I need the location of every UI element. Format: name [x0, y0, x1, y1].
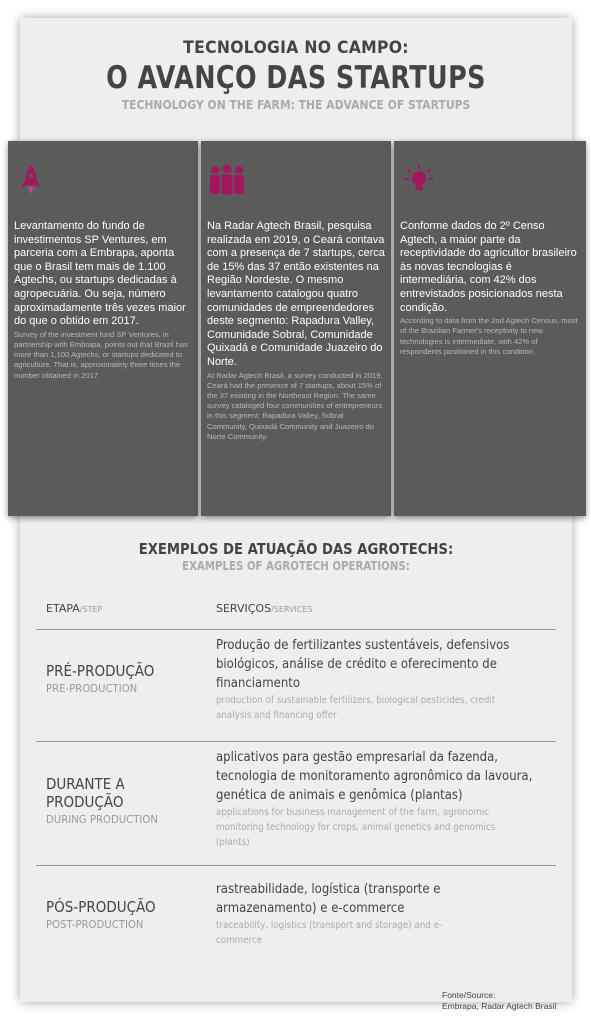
stage-2-en: DURING PRODUCTION: [46, 813, 158, 826]
examples-title: EXEMPLOS DE ATUAÇÃO DAS AGROTECHS:: [138, 540, 454, 558]
stage-1-pt: PRÉ-PRODUÇÃO: [46, 662, 155, 680]
card-3-text: [400, 220, 578, 357]
column-services-label: SERVIÇOS: [216, 602, 272, 615]
table-divider: [36, 741, 556, 742]
source-note: [442, 990, 556, 1012]
rocket-icon: [16, 163, 56, 197]
stage-3-en: POST-PRODUCTION: [46, 918, 144, 931]
services-3-pt: rastreabilidade, logística (transporte e armazenamento) e e-commerce: [216, 882, 441, 916]
card-2-en: At Radar Agtech Brasil, a survey conducted in 2019, Ceará had the presence of 7 startups, about 15% of the 37 existing in the Northeast Region. The same survey cataloged four communities of entrepreneurs in this segment: Rapadura Valley, Sobral Community, Quixadá Community and Juazeiro do Norte Community.: [207, 370, 383, 441]
column-header-services: [216, 602, 313, 615]
table-divider: [36, 865, 556, 866]
stage-1-en: PRE-PRODUCTION: [46, 682, 138, 695]
services-3-en: traceability, logistics (transport and storage) and e-commerce: [216, 920, 443, 946]
card-2-pt: Na Radar Agtech Brasil, pesquisa realizada em 2019, o Ceará contava com a presença de 7 startups, cerca de 15% das 37 então existentes na Região Nordeste. O mesmo levantamento catalogou quatro comunidades de empreendedores deste segmento: Rapadura Valley, Comunidade Sobral, Comunidade Quixadá e Comunidade Juazeiro do Norte.: [207, 220, 385, 368]
services-1-pt: Produção de fertilizantes sustentáveis, defensivos biológicos, análise de crédito e oferecimento de financiamento: [216, 638, 510, 691]
card-1-text: [14, 220, 192, 381]
services-2-en: applications for business management of the farm, agronomic monitoring technology for crops, animal genetics and genomics (plants): [216, 807, 496, 848]
examples-subtitle: EXAMPLES OF AGROTECH OPERATIONS:: [182, 559, 410, 573]
table-row-services-1: [216, 636, 546, 723]
column-stage-label: ETAPA: [46, 602, 80, 615]
stage-2-pt: DURANTE A PRODUÇÃO: [46, 775, 125, 811]
stat-card-2: [201, 141, 391, 516]
services-1-en: production of sustainable fertilizers, biological pesticides, credit analysis and financing offer: [216, 695, 496, 721]
column-stage-en: /STEP: [79, 605, 103, 614]
column-services-en: /SERVICES: [271, 605, 313, 614]
title-line-2: O AVANÇO DAS STARTUPS: [106, 60, 486, 96]
title-subtitle: TECHNOLOGY ON THE FARM: THE ADVANCE OF STARTUPS: [121, 98, 471, 112]
table-row-stage-3: [46, 898, 206, 931]
card-3-pt: Conforme dados do 2º Censo Agtech, a maior parte da receptividade do agricultor brasileiro às novas tecnologias é intermediária, com 42% dos entrevistados posicionados nesta condição.: [400, 220, 577, 314]
lightbulb-icon: [402, 163, 442, 197]
title-line-1: TECNOLOGIA NO CAMPO:: [183, 38, 409, 58]
stage-3-pt: PÓS-PRODUÇÃO: [46, 898, 156, 916]
people-group-icon: [207, 163, 247, 197]
stat-card-3: [394, 141, 586, 516]
examples-heading: [20, 540, 572, 573]
table-divider: [36, 629, 556, 630]
card-2-text: [207, 220, 385, 442]
table-row-stage-2: [46, 775, 176, 826]
card-1-en: Survey of the investment fund SP Ventures, in partnership with Embrapa, points out that Brazil has more than 1,100 Agtechs, or startups dedicated to agriculture. That is, approximately three times the number obtained in 2017.: [14, 329, 188, 380]
table-row-stage-1: [46, 662, 206, 695]
table-row-services-3: [216, 880, 546, 948]
table-row-services-2: [216, 748, 546, 850]
source-label: Fonte/Source:: [442, 990, 496, 1000]
card-3-en: According to data from the 2nd Agtech Census, most of the Brazilian Farmer's receptivity to new technologies is intermediate, with 42% of respondents positioned in this condition.: [400, 316, 578, 356]
source-value: Embrapa, Radar Agtech Brasil: [442, 1001, 557, 1011]
stat-cards: [8, 141, 586, 516]
card-1-pt: Levantamento do fundo de investimentos SP Ventures, em parceria com a Embrapa, aponta que o Brasil tem mais de 1.100 Agtechs, ou startups dedicadas à agropecuária. Ou seja, número aproximadamente três vezes maior do que o obtido em 2017.: [14, 220, 186, 328]
column-header-stage: [46, 602, 102, 615]
stat-card-1: [8, 141, 198, 516]
services-2-pt: aplicativos para gestão empresarial da fazenda, tecnologia de monitoramento agronômico da lavoura, genética de animais e genômica (plantas): [216, 750, 533, 803]
infographic-header: [20, 38, 572, 112]
